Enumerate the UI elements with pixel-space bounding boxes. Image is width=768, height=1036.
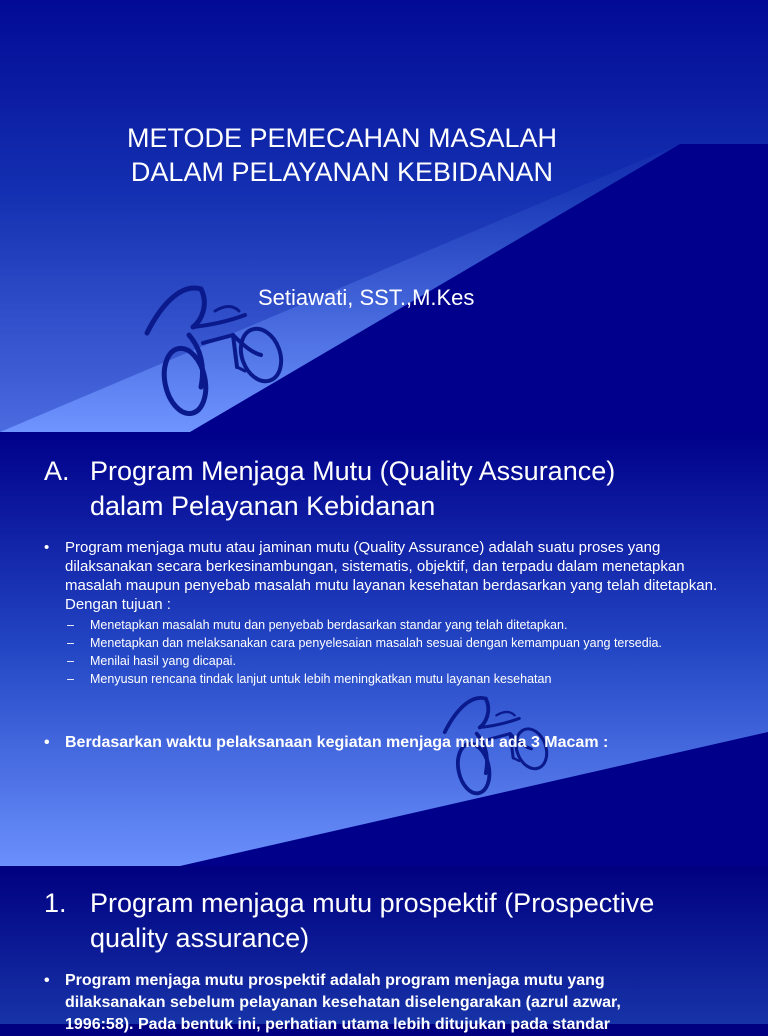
dash-marker: – (67, 654, 74, 668)
presentation-title (0, 121, 684, 189)
heading-line-1: Program menjaga mutu prospektif (Prospective (90, 888, 655, 918)
bullet-marker: • (44, 539, 50, 556)
bullet-text-line-1: Program menjaga mutu prospektif adalah program menjaga mutu yang (65, 972, 605, 989)
sub-list-item (65, 616, 720, 634)
bullet-list (44, 970, 720, 1036)
title-slide (0, 0, 768, 432)
heading-marker: 1. (44, 888, 67, 918)
section-heading (44, 886, 730, 956)
title-line-1: METODE PEMECAHAN MASALAH (126, 123, 558, 153)
bullet-list (44, 538, 720, 688)
sub-list (65, 616, 720, 688)
heading-line-2: quality assurance) (90, 923, 310, 953)
content-slide-prospective (0, 866, 768, 1033)
list-item (44, 732, 720, 754)
section-heading (44, 454, 730, 524)
author-name: Setiawati, SST.,M.Kes (258, 285, 475, 310)
sub-list-item (65, 670, 720, 688)
bullet-text-line-3: 1996:58). Pada bentuk ini, perhatian utama lebih ditujukan pada standar (65, 1016, 611, 1033)
dash-marker: – (67, 672, 74, 686)
heading-line-1: Program Menjaga Mutu (Quality Assurance) (90, 456, 616, 486)
sub-item-text: Menetapkan masalah mutu dan penyebab berdasarkan standar yang telah ditetapkan. (90, 618, 568, 632)
dash-marker: – (67, 636, 74, 650)
dash-marker: – (67, 618, 74, 632)
bullet-list-2 (44, 732, 720, 754)
bullet-text-line-2: dilaksanakan sebelum pelayanan kesehatan diselengarakan (azrul azwar, (65, 994, 621, 1011)
bullet-marker: • (44, 972, 50, 989)
sub-item-text: Menetapkan dan melaksanakan cara penyelesaian masalah sesuai dengan kemampuan yang tersedia. (90, 636, 662, 650)
list-item (44, 970, 720, 1036)
bullet-marker: • (44, 734, 50, 751)
sub-item-text: Menyusun rencana tindak lanjut untuk lebih meningkatkan mutu layanan kesehatan (90, 672, 552, 686)
heading-marker: A. (44, 456, 70, 486)
list-item (44, 538, 720, 688)
sub-list-item (65, 652, 720, 670)
slide-background (0, 0, 768, 432)
sub-list-item (65, 634, 720, 652)
title-line-2: DALAM PELAYANAN KEBIDANAN (130, 157, 554, 187)
content-slide-quality-assurance (0, 432, 768, 866)
bullet-text: Berdasarkan waktu pelaksanaan kegiatan menjaga mutu ada 3 Macam : (65, 734, 609, 751)
sub-item-text: Menilai hasil yang dicapai. (90, 654, 236, 668)
heading-line-2: dalam Pelayanan Kebidanan (90, 491, 436, 521)
bullet-text: Program menjaga mutu atau jaminan mutu (Quality Assurance) adalah suatu proses yang dilaksanakan secara berkesinambungan, sistematis, objektif, dan terpadu dalam menetapkan masalah maupun penyebab masalah mutu layanan kesehatan berdasarkan yang telah ditetapkan. Dengan tujuan : (65, 539, 718, 613)
cyclist-icon (140, 275, 302, 425)
